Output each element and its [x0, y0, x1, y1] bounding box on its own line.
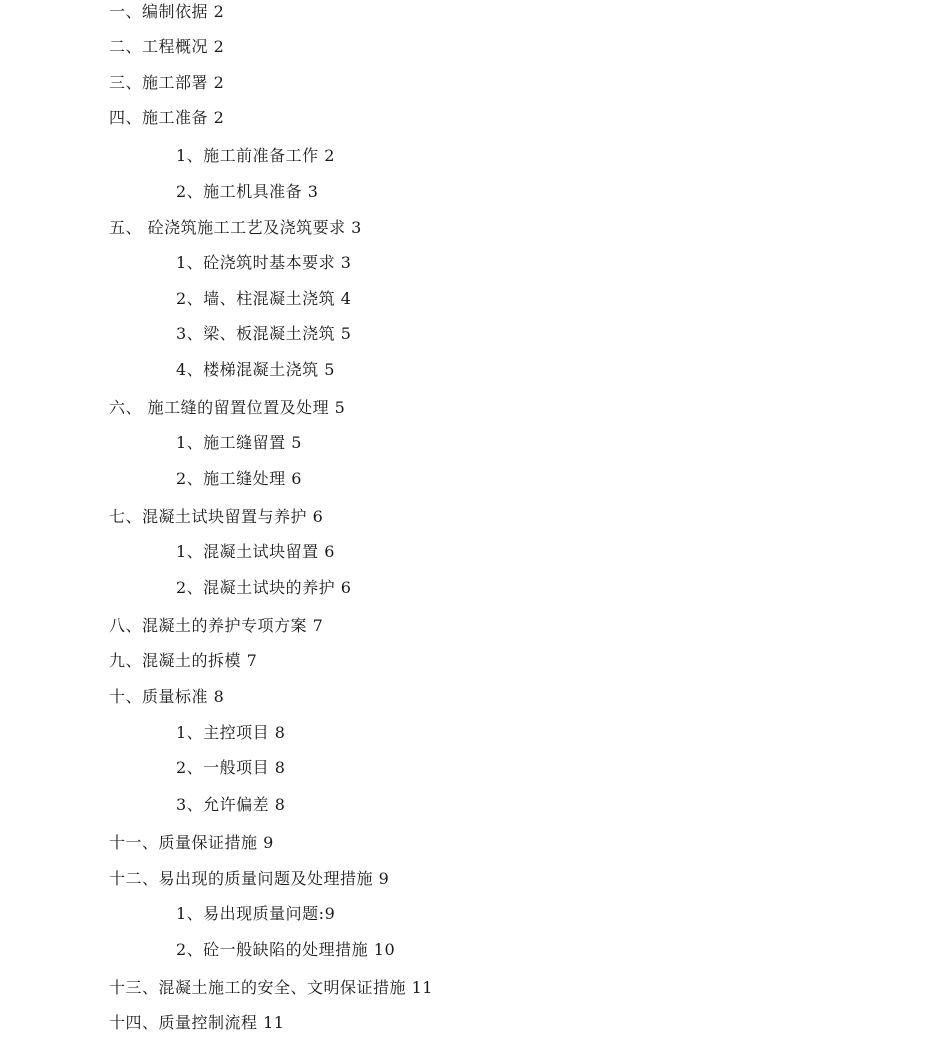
toc-subentry-10-1[interactable]: 1、主控项目 8 [176, 723, 286, 742]
toc-entry-12[interactable]: 十二、易出现的质量问题及处理措施 9 [109, 869, 390, 888]
toc-entry-7[interactable]: 七、混凝土试块留置与养护 6 [109, 507, 324, 526]
toc-subentry-6-2[interactable]: 2、施工缝处理 6 [176, 469, 302, 488]
toc-entry-9[interactable]: 九、混凝土的拆模 7 [109, 651, 258, 670]
toc-subentry-7-1[interactable]: 1、混凝土试块留置 6 [176, 542, 335, 561]
toc-entry-8[interactable]: 八、混凝土的养护专项方案 7 [109, 616, 324, 635]
toc-subentry-7-2[interactable]: 2、混凝土试块的养护 6 [176, 578, 352, 597]
toc-subentry-10-2[interactable]: 2、一般项目 8 [176, 758, 286, 777]
toc-entry-10[interactable]: 十、质量标准 8 [109, 687, 225, 706]
toc-entry-11[interactable]: 十一、质量保证措施 9 [109, 833, 274, 852]
toc-subentry-5-2[interactable]: 2、墙、柱混凝土浇筑 4 [176, 289, 352, 308]
toc-subentry-5-4[interactable]: 4、楼梯混凝土浇筑 5 [176, 360, 335, 379]
toc-entry-6[interactable]: 六、 施工缝的留置位置及处理 5 [109, 398, 346, 417]
toc-subentry-4-2[interactable]: 2、施工机具准备 3 [176, 182, 319, 201]
toc-subentry-10-3[interactable]: 3、允许偏差 8 [176, 795, 286, 814]
toc-entry-14[interactable]: 十四、质量控制流程 11 [109, 1013, 285, 1032]
toc-subentry-5-3[interactable]: 3、梁、板混凝土浇筑 5 [176, 324, 352, 343]
toc-subentry-4-1[interactable]: 1、施工前准备工作 2 [176, 146, 335, 165]
toc-entry-13[interactable]: 十三、混凝土施工的安全、文明保证措施 11 [109, 978, 433, 997]
toc-subentry-5-1[interactable]: 1、砼浇筑时基本要求 3 [176, 253, 352, 272]
toc-entry-3[interactable]: 三、施工部署 2 [109, 73, 225, 92]
toc-subentry-12-2[interactable]: 2、砼一般缺陷的处理措施 10 [176, 940, 396, 959]
toc-subentry-12-1[interactable]: 1、易出现质量问题:9 [176, 904, 336, 923]
toc-entry-4[interactable]: 四、施工准备 2 [109, 108, 225, 127]
toc-entry-5[interactable]: 五、 砼浇筑施工工艺及浇筑要求 3 [109, 218, 362, 237]
toc-subentry-6-1[interactable]: 1、施工缝留置 5 [176, 433, 302, 452]
toc-entry-2[interactable]: 二、工程概况 2 [109, 37, 225, 56]
toc-entry-1[interactable]: 一、编制依据 2 [109, 2, 225, 21]
